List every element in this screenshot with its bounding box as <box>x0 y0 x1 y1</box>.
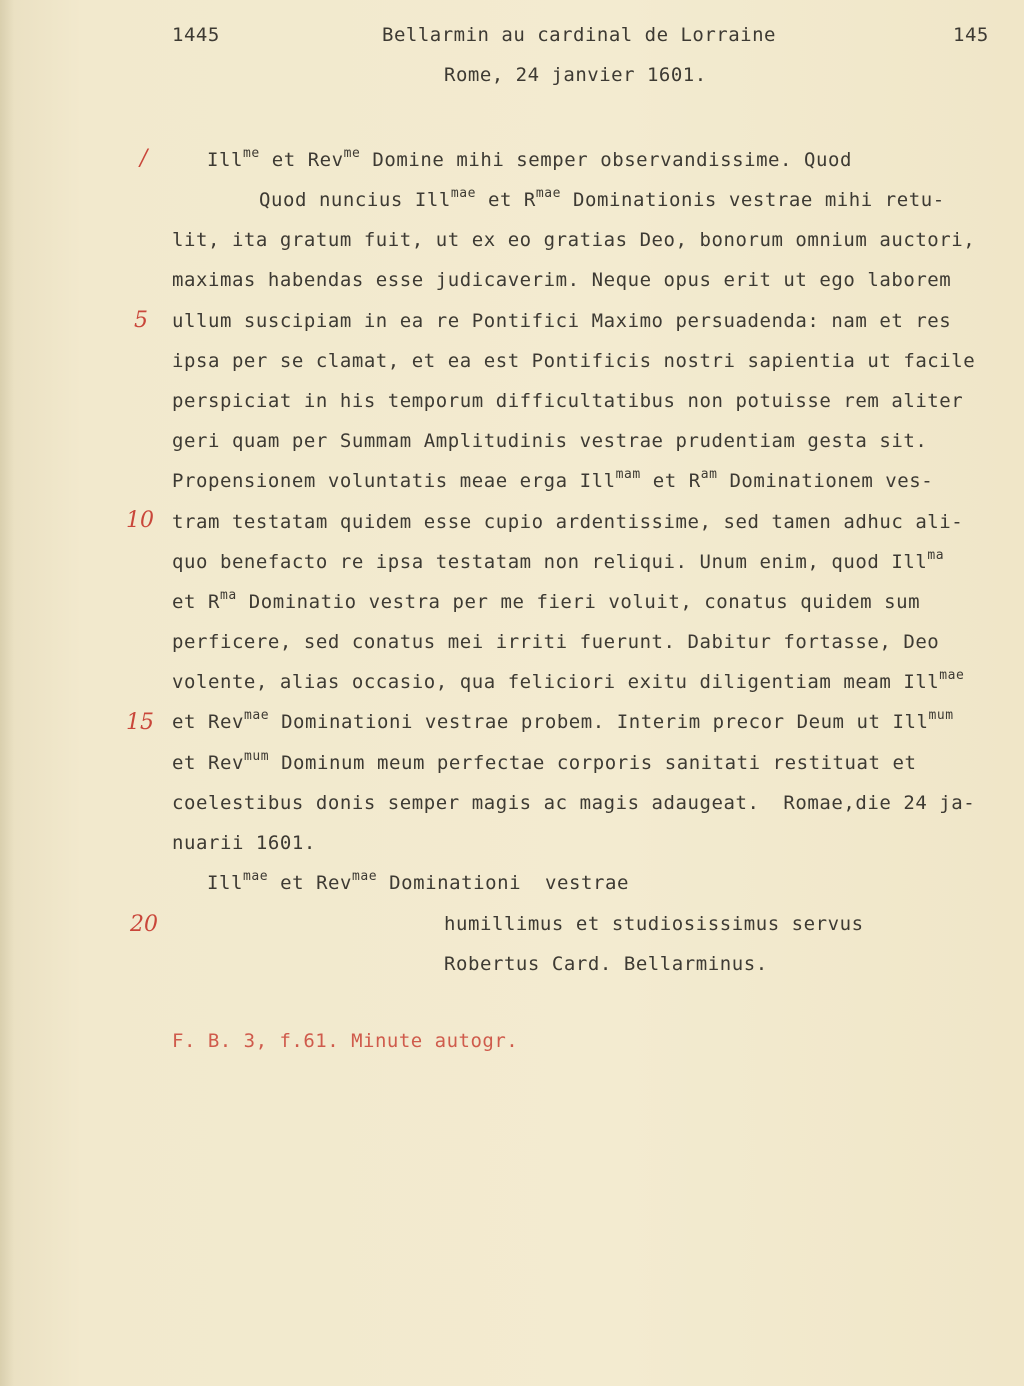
page-number-right: 145 <box>953 24 989 46</box>
date-line: Rome, 24 janvier 1601. <box>444 64 707 86</box>
body-line-13: perficere, sed conatus mei irriti fuerunt. Dabitur fortasse, Deo <box>172 631 940 653</box>
body-line-9: Propensionem voluntatis meae erga Ill$^{mam}$ et $R^{am}$ Dominationem ves- <box>172 466 934 492</box>
body-line-6: ipsa per se clamat, et ea est Pontificis nostri sapientia ut facile <box>172 350 976 372</box>
closing-line-2: humillimus et studiosissimus servus <box>444 913 864 935</box>
running-title: Bellarmin au cardinal de Lorraine <box>382 24 776 46</box>
body-line-4: maximas habendas esse judicaverim. Neque opus erit ut ego laborem <box>172 269 952 291</box>
page-edge-shadow <box>0 0 14 1386</box>
body-line-7: perspiciat in his temporum difficultatibus non potuisse rem aliter <box>172 390 964 412</box>
margin-number-5: 5 <box>134 308 148 333</box>
body-line-16: et Rev$^{mum}$ Dominum meum perfectae corporis sanitati restituat et <box>172 748 917 774</box>
body-line-14: volente, alias occasio, qua feliciori exitu diligentiam meam Ill$^{mae}$ <box>172 667 965 693</box>
margin-number-15: 15 <box>126 710 154 735</box>
margin-number-1: / <box>140 146 148 171</box>
signature-line: Robertus Card. Bellarminus. <box>444 953 768 975</box>
body-line-15: et Rev$^{mae}$ Dominationi vestrae probem. Interim precor Deum ut Ill$^{mum}$ <box>172 707 954 733</box>
body-line-2: Quod nuncius Ill$^{mae}$ et $R^{mae}$ Dominationis vestrae mihi retu- <box>259 185 945 211</box>
source-footnote: F. B. 3, f.61. Minute autogr. <box>172 1030 519 1052</box>
body-line-18: nuarii 1601. <box>172 832 316 854</box>
body-line-3: lit, ita gratum fuit, ut ex eo gratias Deo, bonorum omnium auctori, <box>172 229 976 251</box>
body-line-8: geri quam per Summam Amplitudinis vestrae prudentiam gesta sit. <box>172 430 928 452</box>
body-line-11: quo benefacto re ipsa testatam non reliqui. Unum enim, quod Ill$^{ma}$ <box>172 547 945 573</box>
letter-salutation: Ill$^{me}$ et Rev$^{me}$ Domine mihi semper observandissime. Quod <box>207 145 852 171</box>
margin-number-20: 20 <box>130 912 158 937</box>
body-line-5: ullum suscipiam in ea re Pontifici Maximo persuadenda: nam et res <box>172 310 952 332</box>
body-line-17: coelestibus donis semper magis ac magis adaugeat. Romae,die 24 ja- <box>172 792 976 814</box>
closing-line-1: Ill$^{mae}$ et Rev$^{mae}$ Dominationi vestrae <box>207 868 629 894</box>
page-number-left: 1445 <box>172 24 220 46</box>
margin-number-10: 10 <box>126 508 154 533</box>
body-line-10: tram testatam quidem esse cupio ardentissime, sed tamen adhuc ali- <box>172 511 964 533</box>
body-line-12: et $R^{ma}$ Dominatio vestra per me fieri voluit, conatus quidem sum <box>172 587 921 613</box>
